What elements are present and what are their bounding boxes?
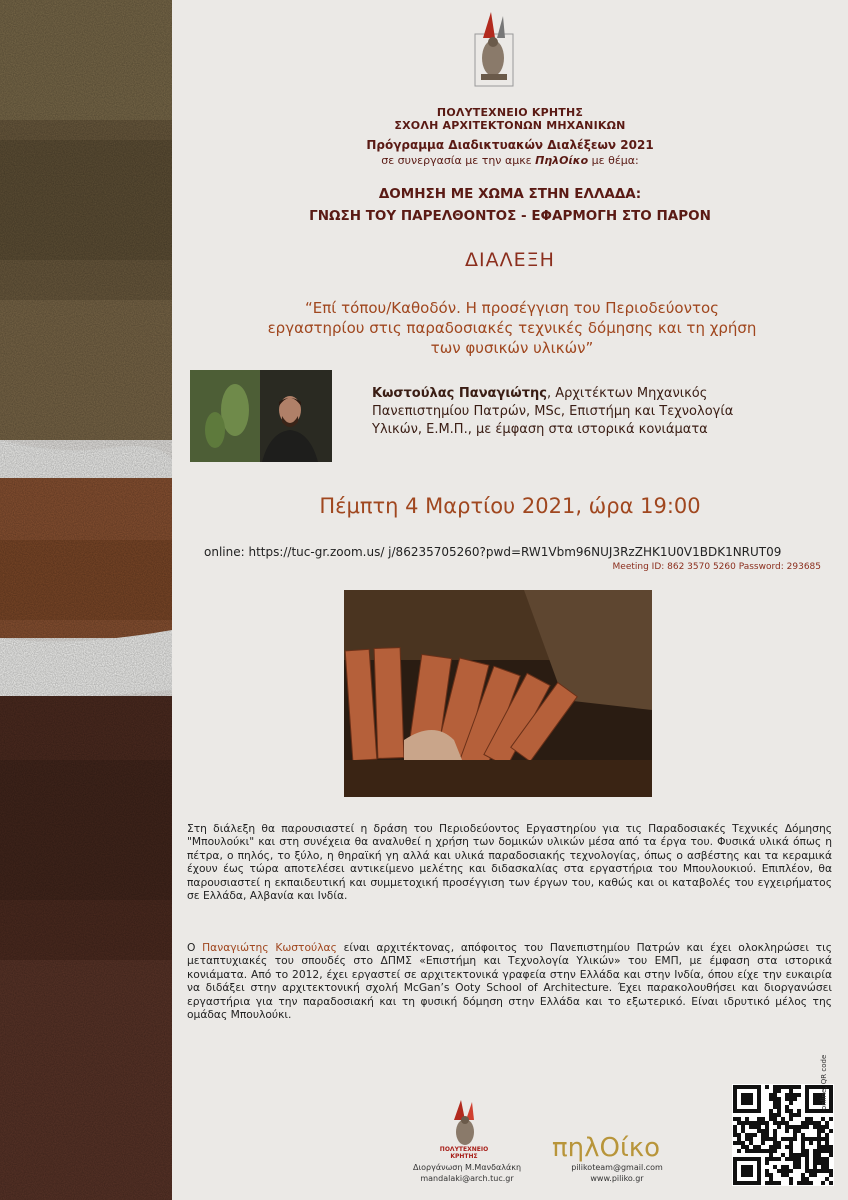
tuc-footer-logo-text: ΠΟΛΥΤΕΧΝΕΙΟ ΚΡΗΤΗΣ: [439, 1146, 489, 1160]
meeting-info: Meeting ID: 862 3570 5260 Password: 293685: [612, 562, 821, 572]
lecture-title-line2: εργαστηρίου στις παραδοσιακές τεχνικές δόμησης και τη χρήση: [267, 319, 757, 337]
collaboration-line: [172, 154, 848, 167]
soil-layers-image: [0, 0, 172, 1200]
lecture-title: [212, 298, 812, 358]
speaker-biography: [187, 941, 832, 1021]
theme-line2: ΓΝΩΣΗ ΤΟΥ ΠΑΡΕΛΘΟΝΤΟΣ - ΕΦΑΡΜΟΓΗ ΣΤΟ ΠΑΡΟΝ: [309, 208, 711, 224]
bio-line1-rest: , Αρχιτέκτων Μηχανικός: [546, 386, 708, 401]
para2-prefix: Ο: [187, 941, 203, 954]
soil-layers-graphic: [0, 0, 172, 1200]
qr-code-label: online, QR code: [820, 1054, 828, 1110]
event-date: Πέμπτη 4 Μαρτίου 2021, ώρα 19:00: [319, 494, 701, 518]
lecture-title-line3: των φυσικών υλικών”: [430, 339, 594, 357]
program-title: Πρόγραμμα Διαδικτυακών Διαλέξεων 2021: [366, 138, 654, 152]
bio-line1: [372, 385, 812, 403]
institution-line1: ΠΟΛΥΤΕΧΝΕΙΟ ΚΡΗΤΗΣ: [436, 106, 584, 119]
qr-code[interactable]: [732, 1084, 834, 1186]
brick-workshop-photo: [344, 590, 652, 797]
theme-line1: ΔΟΜΗΣΗ ΜΕ ΧΩΜΑ ΣΤΗΝ ΕΛΛΑΔΑ:: [378, 186, 642, 202]
speaker-photo: [190, 370, 332, 462]
tuc-logo: [469, 8, 517, 98]
bio-line3: Υλικών, Ε.Μ.Π., με έμφαση στα ιστορικά κονιάματα: [372, 422, 708, 437]
organizer-name: Διοργάνωση Μ.Μανδαλάκη: [412, 1163, 522, 1172]
piliko-logo: [548, 1120, 688, 1168]
institution-line2: ΣΧΟΛΗ ΑΡΧΙΤΕΚΤΟΝΩΝ ΜΗΧΑΝΙΚΩΝ: [394, 119, 626, 132]
poster-content: [172, 0, 848, 1200]
lecture-description: Στη διάλεξη θα παρουσιαστεί η δράση του Περιοδεύοντος Εργαστηρίου για τις Παραδοσιακές Τεχνικές Δόμησης "Μπουλούκι" και στη συνέχεια θα αναλυθεί η χρήση των δομικών υλικών μέσα από τα έργα του. Φυσικά υλικά όπως η πέτρα, ο πηλός, το ξύλο, η θηραϊκή γη αλλά και υλικά παραδοσιακής τεχνολογίας, όπως ο ασβέστης και τα κεραμικά έχουν έως τώρα αποτελέσει αντικείμενο μελέτης και διδασκαλίας στα εργαστήρια του Μπουλουκιού. Επιπλέον, θα παρουσιαστεί η εκπαιδευτική και συμμετοχική προσέγγιση των έργων του, καθώς και οι καταβολές του εγχειρήματος σε Ελλάδα, Αλβανία και Ινδία.: [187, 822, 832, 903]
online-link[interactable]: online: https://tuc-gr.zoom.us/ j/86235705260?pwd=RW1Vbm96NUJ3RzZHK1U0V1BDK1NRUT09: [204, 545, 782, 559]
lecture-label: ΔΙΑΛΕΞΗ: [465, 249, 555, 271]
piliko-website[interactable]: www.piliko.gr: [590, 1174, 644, 1183]
lecture-title-line1: “Επί τόπου/Καθοδόν. Η προσέγγιση του Περιοδεύοντος: [305, 299, 719, 317]
collab-prefix: σε συνεργασία με την αμκε: [381, 154, 536, 167]
para2-speaker-name: Παναγιώτης Κωστούλας: [202, 941, 337, 954]
piliko-logo-text: πηλΟίκο: [552, 1133, 661, 1163]
speaker-name: Κωστούλας Παναγιώτης: [372, 386, 547, 401]
bio-line2: Πανεπιστημίου Πατρών, MSc, Επιστήμη και Τεχνολογία: [372, 404, 734, 419]
collab-org: ΠηλΟίκο: [535, 154, 589, 167]
series-theme: [172, 183, 848, 227]
institution-name: [172, 106, 848, 132]
qr-code-graphic: [732, 1084, 834, 1186]
piliko-email[interactable]: pilikoteam@gmail.com: [571, 1163, 663, 1172]
speaker-bio: [372, 385, 812, 439]
collab-suffix: με θέμα:: [588, 154, 639, 167]
para2-rest: είναι αρχιτέκτονας, απόφοιτος του Πανεπιστημίου Πατρών και έχει ολοκληρώσει τις μεταπτυχιακές του σπουδές στο ΔΠΜΣ «Επιστήμη και Τεχνολογία Υλικών» του ΕΜΠ, με έμφαση στα ιστορικά κονιάματα. Από το 2012, έχει εργαστεί σε αρχιτεκτονικά γραφεία στην Ελλάδα και στην Ινδία, όπου είχε την ευκαιρία να διδάξει στην αρχιτεκτονική σχολή McGan’s Ooty School of Architecture. Έχει παρακολουθήσει και διοργανώσει εργαστήρια για την παραδοσιακή και τη φυσική δόμηση στην Ελλάδα και το εξωτερικό. Είναι ιδρυτικό μέλος της ομάδας Μπουλούκι.: [187, 941, 832, 1022]
organizer-email[interactable]: mandalaki@arch.tuc.gr: [420, 1174, 514, 1183]
